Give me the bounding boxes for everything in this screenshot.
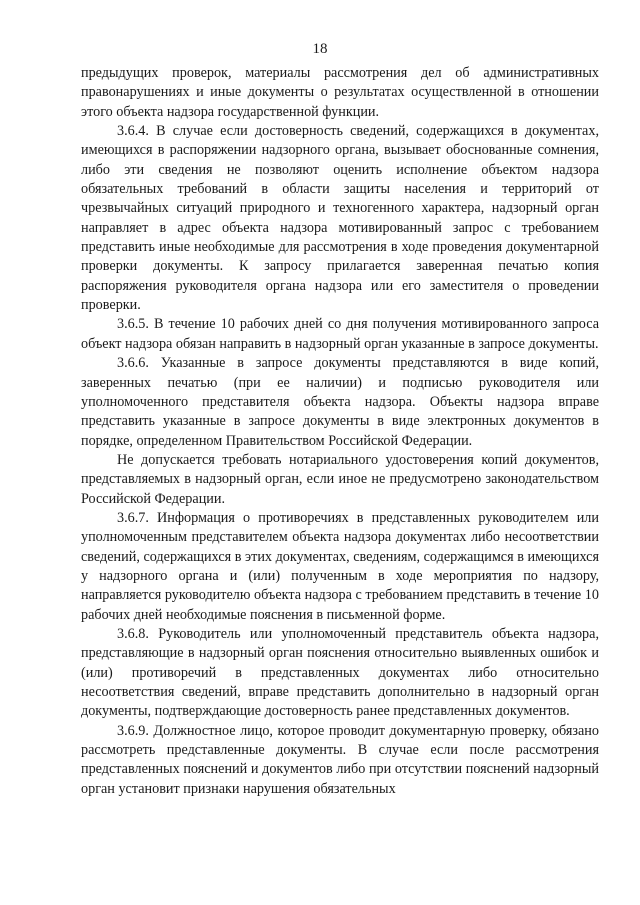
paragraph-notarial-note: Не допускается требовать нотариального удостоверения копий документов, представляемых в надзорный орган, если иное не предусмотрено законодательством Российской Федерации.	[81, 451, 599, 507]
paragraph-3-6-6: 3.6.6. Указанные в запросе документы представляются в виде копий, заверенных печатью (при ее наличии) и подписью руководителя или уполномоченного представителя объекта надзора. Объекты надзора вправе представить указанные в запросе документы в виде электронных документов в порядке, определенном Правительством Российской Федерации.	[81, 355, 599, 449]
paragraph-3-6-8: 3.6.8. Руководитель или уполномоченный представитель объекта надзора, представляющие в надзорный орган пояснения относительно выявленных ошибок и (или) противоречий в представленных документах либо относительно несоответствия сведений, вправе представить дополнительно в надзорный орган документы, подтверждающие достоверность ранее представленных документов.	[81, 625, 599, 720]
paragraph-continuation: предыдущих проверок, материалы рассмотрения дел об административных правонарушениях и иные документы о результатах осуществленной в отношении этого объекта надзора государственной функции.	[81, 65, 599, 120]
paragraph-3-6-4: 3.6.4. В случае если достоверность сведений, содержащихся в документах, имеющихся в распоряжении надзорного органа, вызывает обоснованные сомнения, либо эти сведения не позволяют оценить исполнение объектом надзора обязательных требований в области защиты населения и территорий от чрезвычайных ситуаций природного и техногенного характера, надзорный орган направляет в адрес объекта надзора мотивированный запрос с требованием представить иные необходимые для рассмотрения в ходе проведения документарной проверки документы. К запросу прилагается заверенная печатью копия распоряжения руководителя органа надзора или его заместителя о проведении проверки.	[81, 123, 599, 314]
paragraph-3-6-7: 3.6.7. Информация о противоречиях в представленных руководителем или уполномоченным представителем объекта надзора документах либо несоответствии сведений, содержащихся в этих документах, сведениям, содержащимся в имеющихся у надзорного органа и (или) полученным в ходе мероприятия по надзору, направляется руководителю объекта надзора с требованием представить в течение 10 рабочих дней необходимые пояснения в письменной форме.	[81, 509, 599, 623]
paragraph-3-6-5: 3.6.5. В течение 10 рабочих дней со дня получения мотивированного запроса объект надзора обязан направить в надзорный орган указанные в запросе документы.	[81, 316, 599, 352]
paragraph-3-6-9: 3.6.9. Должностное лицо, которое проводит документарную проверку, обязано рассмотреть представленные документы. В случае если после рассмотрения представленных пояснений и документов либо при отсутствии пояснений надзорный орган установит признаки нарушения обязательных	[81, 722, 599, 797]
document-body	[81, 64, 599, 799]
page-number: 18	[312, 41, 328, 57]
